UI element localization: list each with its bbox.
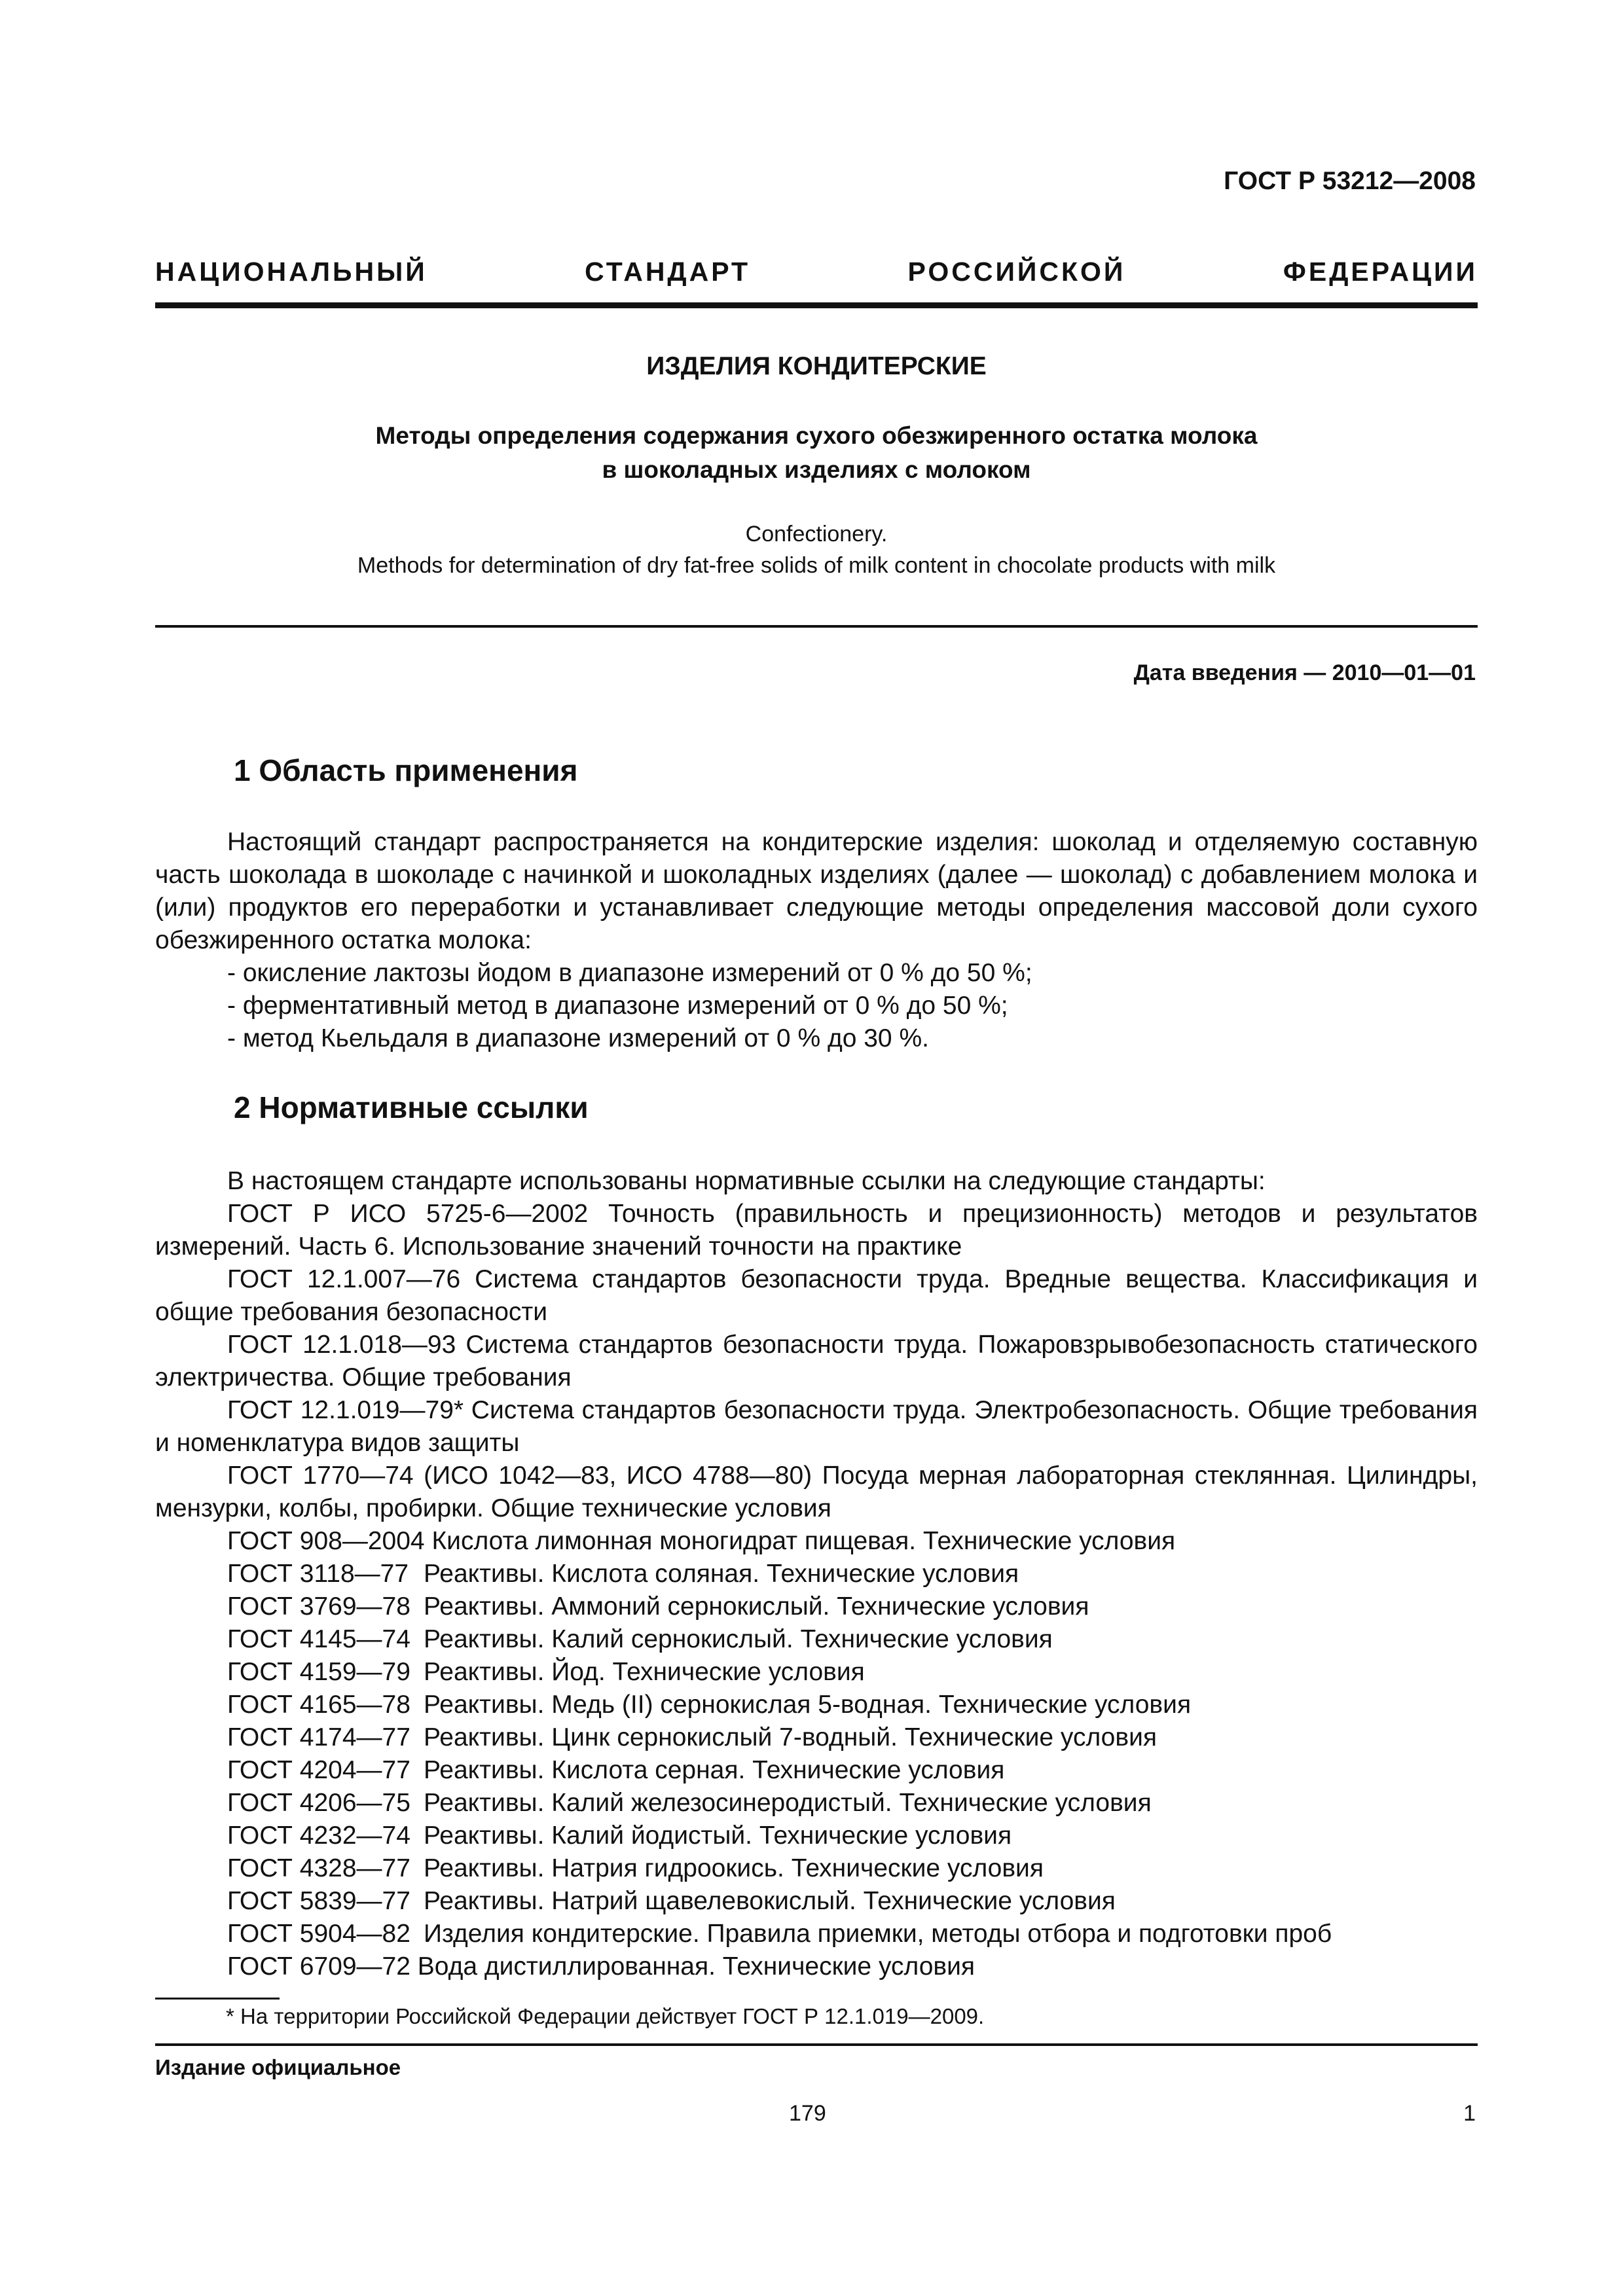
reference-text: Реактивы. Медь (II) сернокислая 5-водная. Технические условия — [424, 1691, 1192, 1719]
reference-item — [155, 1754, 1478, 1787]
section-1-heading: 1 Область применения — [234, 753, 578, 787]
reference-item — [155, 1918, 1478, 1950]
reference-item — [155, 1558, 1478, 1590]
reference-item: ГОСТ 1770—74 (ИСО 1042—83, ИСО 4788—80) Посуда мерная лабораторная стеклянная. Цилиндры, мензурки, колбы, пробирки. Общие технические условия — [155, 1462, 1478, 1522]
national-standard-banner: НАЦИОНАЛЬНЫЙ СТАНДАРТ РОССИЙСКОЙ ФЕДЕРАЦИИ — [155, 257, 1478, 287]
reference-text: Изделия кондитерские. Правила приемки, методы отбора и подготовки проб — [424, 1920, 1332, 1948]
reference-code: ГОСТ 4206—75 — [227, 1789, 410, 1817]
introduction-date: Дата введения — 2010—01—01 — [1133, 660, 1476, 685]
reference-item: ГОСТ 12.1.019—79* Система стандартов безопасности труда. Электробезопасность. Общие требования и номенклатура видов защиты — [155, 1396, 1478, 1457]
method-list-item: - окисление лактозы йодом в диапазоне измерений от 0 % до 50 %; — [227, 959, 1032, 987]
reference-item: ГОСТ 12.1.007—76 Система стандартов безопасности труда. Вредные вещества. Классификация и общие требования безопасности — [155, 1265, 1478, 1326]
reference-code: ГОСТ 4204—77 — [227, 1756, 410, 1784]
document-title: ИЗДЕЛИЯ КОНДИТЕРСКИЕ — [646, 352, 987, 380]
reference-code: ГОСТ 4159—79 — [227, 1658, 410, 1686]
title-divider — [155, 625, 1478, 628]
reference-item — [155, 1623, 1478, 1656]
subtitle-line: в шоколадных изделиях с молоком — [602, 456, 1031, 483]
reference-code: ГОСТ 3769—78 — [227, 1592, 410, 1621]
references-intro: В настоящем стандарте использованы нормативные ссылки на следующие стандарты: — [227, 1167, 1266, 1195]
official-edition-label: Издание официальное — [155, 2055, 401, 2079]
page-number-right: 1 — [1463, 2101, 1476, 2126]
reference-text: Реактивы. Калий сернокислый. Технические условия — [424, 1625, 1053, 1653]
reference-code: ГОСТ 4165—78 — [227, 1691, 410, 1719]
reference-text: Реактивы. Натрия гидроокись. Технические условия — [424, 1854, 1044, 1882]
section-2-body — [155, 1165, 1478, 1983]
document-code: ГОСТ Р 53212—2008 — [1224, 167, 1476, 195]
method-list-item: - ферментативный метод в диапазоне измерений от 0 % до 50 %; — [227, 992, 1008, 1020]
method-list-item: - метод Кьельдаля в диапазоне измерений от 0 % до 30 %. — [227, 1024, 929, 1052]
reference-code: ГОСТ 5839—77 — [227, 1887, 410, 1915]
section-2-heading: 2 Нормативные ссылки — [234, 1090, 589, 1124]
reference-code: ГОСТ 3118—77 — [227, 1560, 409, 1588]
reference-code: ГОСТ 4328—77 — [227, 1854, 410, 1882]
header-divider — [155, 302, 1478, 308]
section-1-body — [155, 826, 1478, 1055]
reference-item: ГОСТ 12.1.018—93 Система стандартов безопасности труда. Пожаровзрывобезопасность статического электричества. Общие требования — [155, 1331, 1478, 1391]
reference-text: Реактивы. Калий железосинеродистый. Технические условия — [424, 1789, 1152, 1817]
reference-item — [155, 1590, 1478, 1623]
reference-item — [155, 1721, 1478, 1754]
reference-text: Реактивы. Калий йодистый. Технические условия — [424, 1821, 1012, 1850]
reference-code: ГОСТ 4145—74 — [227, 1625, 410, 1653]
reference-text: Реактивы. Натрий щавелевокислый. Технические условия — [424, 1887, 1116, 1915]
footnote-divider — [155, 1998, 280, 2000]
reference-text: Реактивы. Цинк сернокислый 7-водный. Технические условия — [424, 1723, 1157, 1751]
reference-item — [155, 1656, 1478, 1689]
footer-divider — [155, 2043, 1478, 2046]
english-title-line: Methods for determination of dry fat-free solids of milk content in chocolate products with milk — [357, 553, 1276, 578]
english-title — [155, 518, 1478, 581]
footnote: * На территории Российской Федерации действует ГОСТ Р 12.1.019—2009. — [226, 2004, 985, 2028]
page-number: 179 — [789, 2101, 826, 2126]
reference-text: Реактивы. Йод. Технические условия — [424, 1658, 865, 1686]
reference-item — [155, 1689, 1478, 1721]
scope-paragraph: Настоящий стандарт распространяется на кондитерские изделия: шоколад и отделяемую составную часть шоколада в шоколаде с начинкой и шоколадных изделиях (далее — шоколад) с добавлением молока и (или) продуктов его переработки и устанавливает следующие методы определения массовой доли сухого обезжиренного остатка молока: — [155, 828, 1478, 954]
document-subtitle — [155, 419, 1478, 487]
reference-item: ГОСТ 6709—72 Вода дистиллированная. Технические условия — [227, 1952, 976, 1981]
reference-item — [155, 1885, 1478, 1918]
reference-text: Реактивы. Аммоний сернокислый. Технические условия — [424, 1592, 1089, 1621]
reference-text: Реактивы. Кислота серная. Технические условия — [424, 1756, 1005, 1784]
reference-item — [155, 1852, 1478, 1885]
reference-code: ГОСТ 5904—82 — [227, 1920, 410, 1948]
reference-item — [155, 1787, 1478, 1820]
reference-text: Реактивы. Кислота соляная. Технические условия — [424, 1560, 1019, 1588]
reference-item — [155, 1820, 1478, 1852]
subtitle-line: Методы определения содержания сухого обезжиренного остатка молока — [375, 422, 1258, 449]
reference-item: ГОСТ Р ИСО 5725-6—2002 Точность (правильность и прецизионность) методов и результатов измерений. Часть 6. Использование значений точности на практике — [155, 1200, 1478, 1261]
reference-code: ГОСТ 4174—77 — [227, 1723, 410, 1751]
reference-code: ГОСТ 4232—74 — [227, 1821, 410, 1850]
english-title-line: Confectionery. — [745, 522, 888, 547]
reference-item: ГОСТ 908—2004 Кислота лимонная моногидрат пищевая. Технические условия — [227, 1527, 1176, 1555]
